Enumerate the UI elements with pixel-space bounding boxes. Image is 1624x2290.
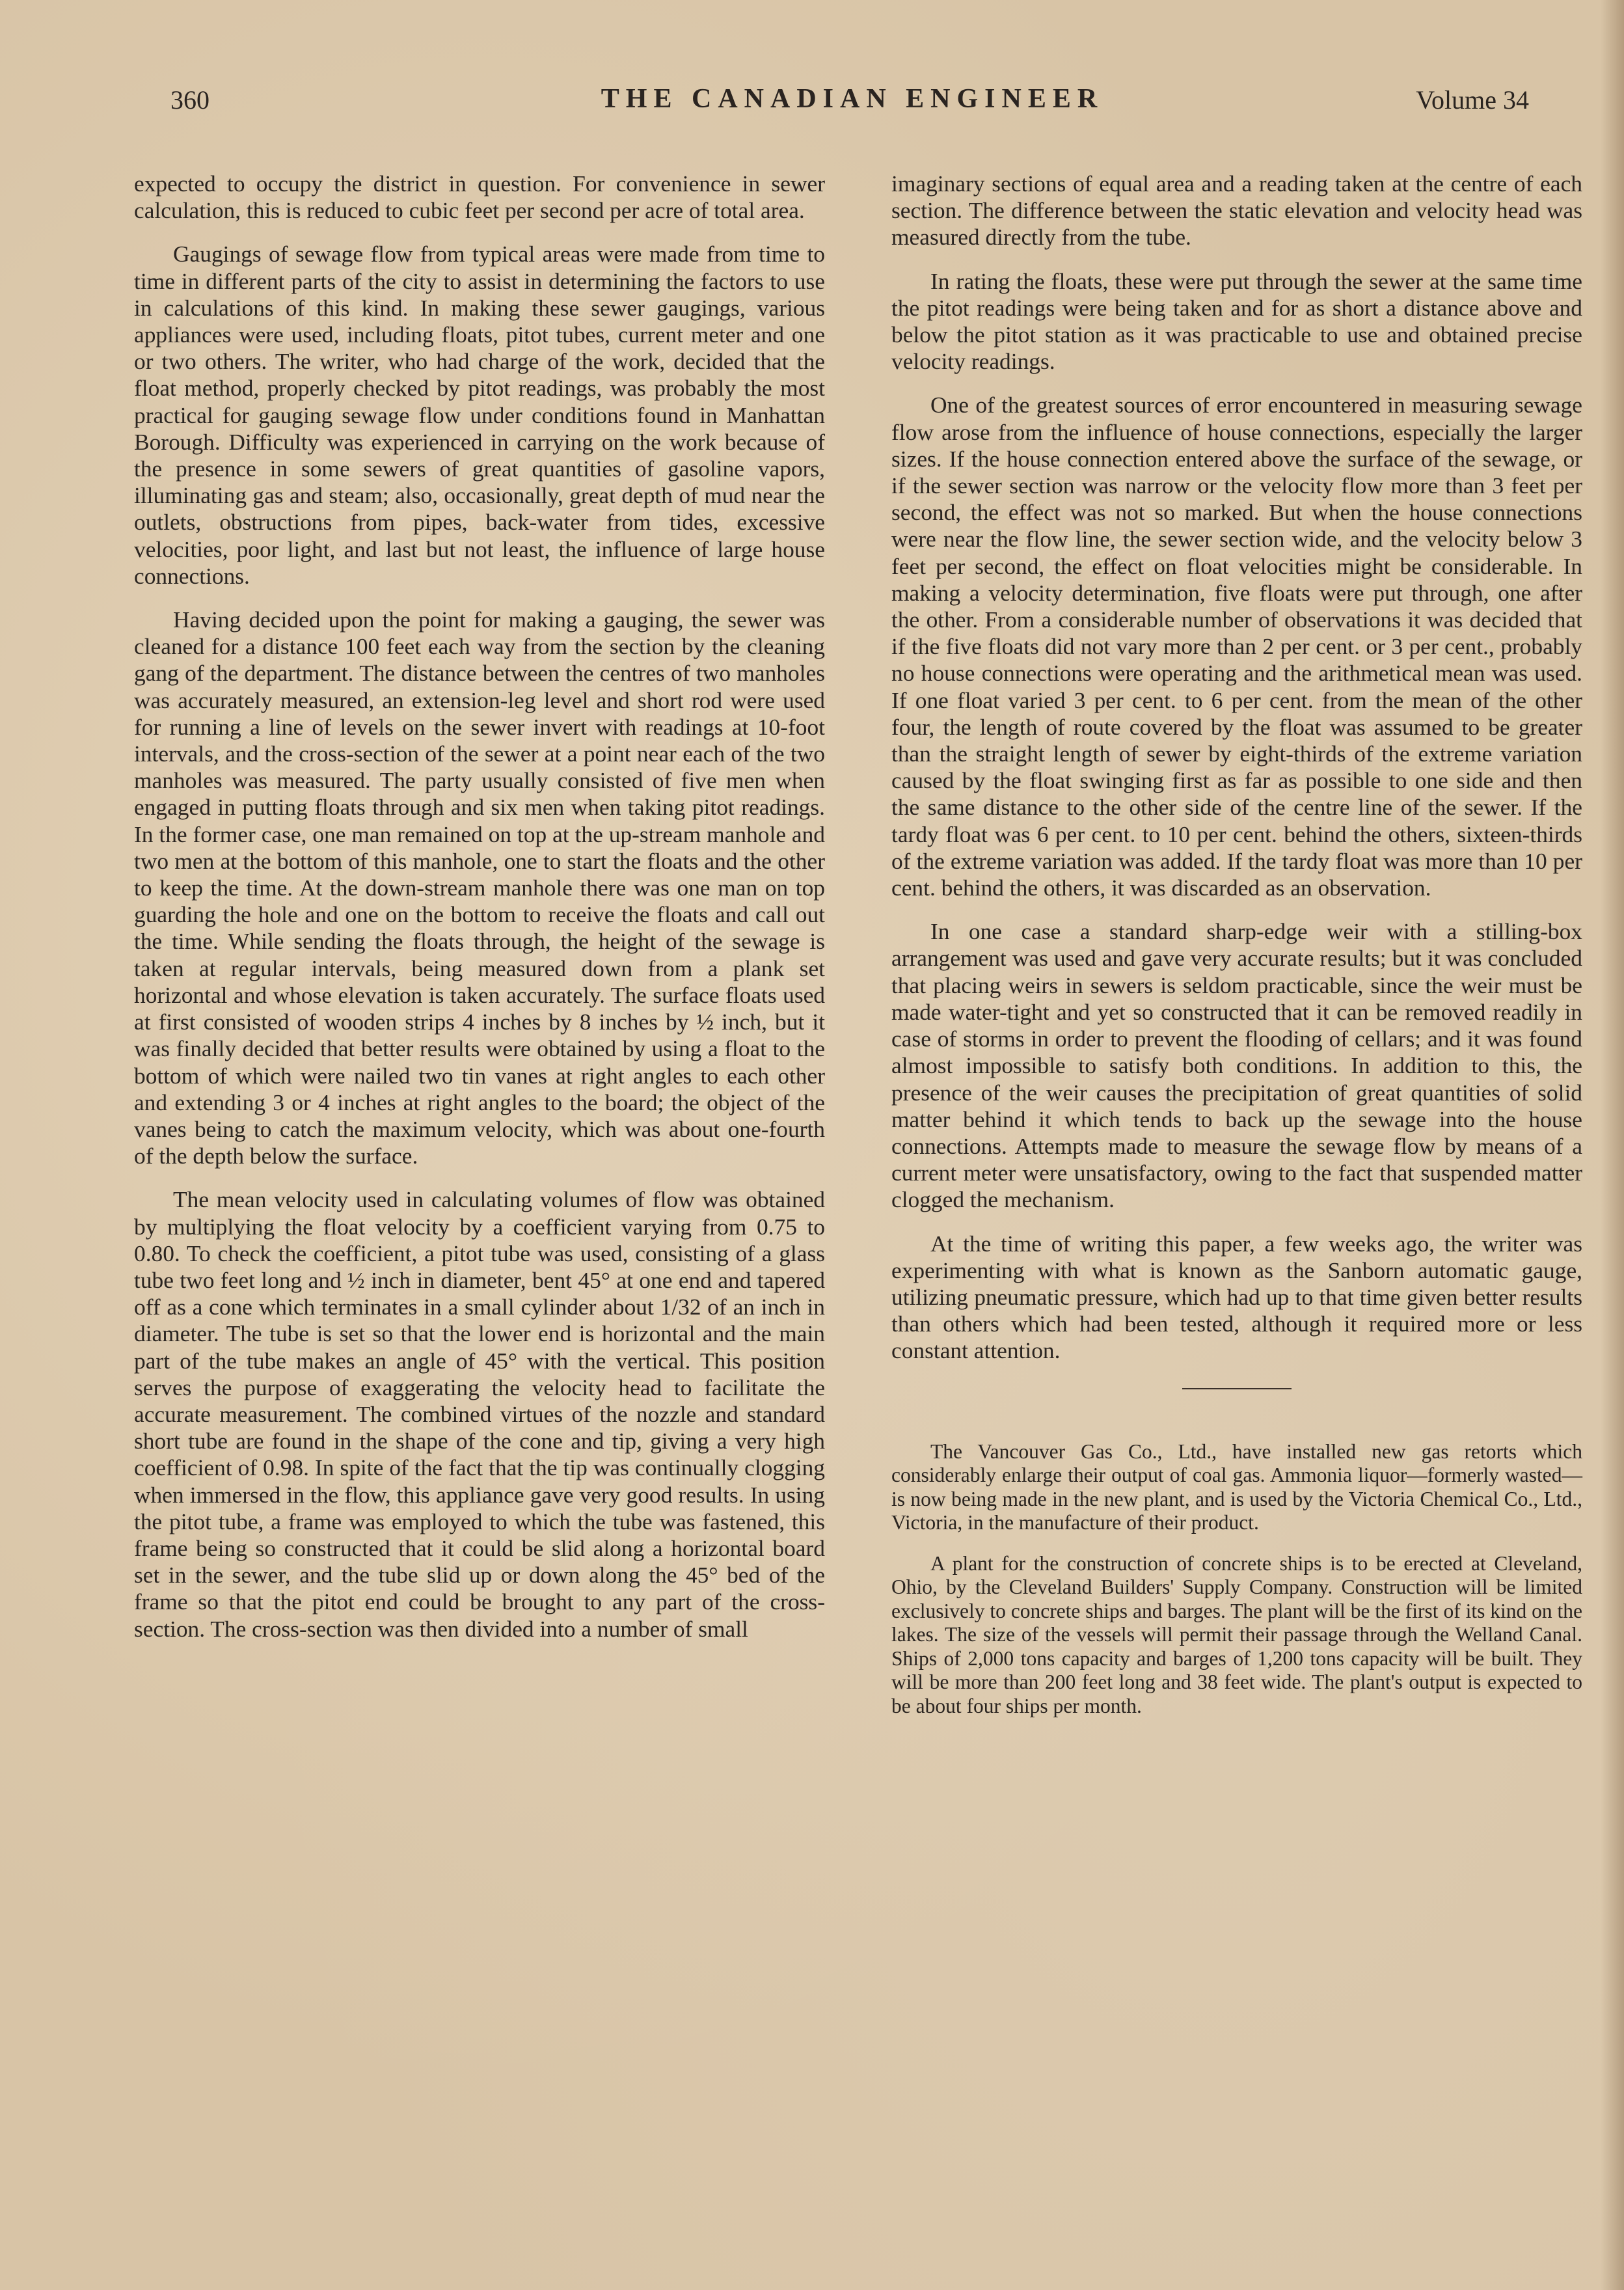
section-divider — [1182, 1388, 1292, 1389]
journal-title: THE CANADIAN ENGINEER — [601, 84, 1104, 114]
left-column — [134, 170, 825, 1659]
running-header — [137, 77, 1568, 129]
page-number: 360 — [170, 85, 210, 115]
right-column — [891, 170, 1582, 1735]
volume-label: Volume 34 — [1416, 85, 1529, 115]
paragraph: At the time of writing this paper, a few weeks ago, the writer was experimenting with what is known as the Sanborn automatic gauge, utilizing pneumatic pressure, which had up to that time given better results than others which had been tested, although it required more or less constant attention. — [891, 1230, 1582, 1364]
paragraph: Gaugings of sewage flow from typical areas were made from time to time in different parts of the city to assist in determining the factors to use in calculations of this kind. In making these sewer gaugings, various appliances were used, including floats, pitot tubes, current meter and one or two others. The writer, who had charge of the work, decided that the float method, properly checked by pitot readings, was probably the most practical for gauging sewage flow under conditions found in Manhattan Borough. Difficulty was experienced in carrying on the work because of the presence in some sewers of great quantities of gasoline vapors, illuminating gas and steam; also, occasionally, great depth of mud near the outlets, obstructions from pipes, back-water from tides, excessive velocities, poor light, and last but not least, the influence of large house connections. — [134, 241, 825, 589]
paragraph: In one case a standard sharp-edge weir with a stilling-box arrangement was used and gave very accurate results; but it was concluded that placing weirs in sewers is seldom practicable, since the weir must be made water-tight and yet so constructed that it can be removed readily in case of storms in order to prevent the flooding of cellars; and it was found almost impossible to satisfy both conditions. In addition to this, the presence of the weir causes the precipitation of great quantities of solid matter behind it which tends to back up the sewage into the house connections. Attempts made to measure the sewage flow by means of a current meter were unsatisfactory, owing to the fact that suspended matter clogged the mechanism. — [891, 918, 1582, 1213]
paragraph: One of the greatest sources of error encountered in measuring sewage flow arose from the influence of house connections, especially the larger sizes. If the house connection entered above the surface of the sewage, or if the sewer section was narrow or the velocity flow more than 3 feet per second, the effect was not so marked. But when the house connections were near the flow line, the sewer section wide, and the velocity below 3 feet per second, the effect on float velocities might be considerable. In making a velocity determination, five floats were put through, one after the other. From a considerable number of observations it was decided that if the five floats did not vary more than 2 per cent. or 3 per cent., probably no house connections were operating and the arithmetical mean was used. If one float varied 3 per cent. to 6 per cent. from the mean of the other four, the length of route covered by the float was assumed to be greater than the straight length of sewer by eight-thirds of the extreme variation caused by the float swinging first as far as possible to one side and then the same distance to the other side of the centre line of the sewer. If the tardy float was 6 per cent. to 10 per cent. behind the others, sixteen-thirds of the extreme variation was added. If the tardy float was more than 10 per cent. behind the others, it was discarded as an observation. — [891, 392, 1582, 901]
news-item: A plant for the construction of concrete ships is to be erected at Cleveland, Ohio, by the Cleveland Builders' Supply Company. Construction will be limited exclusively to concrete ships and barges. The plant will be the first of its kind on the lakes. The size of the vessels will permit their passage through the Welland Canal. Ships of 2,000 tons capacity and barges of 1,200 tons capacity will be built. They will be more than 200 feet long and 38 feet wide. The plant's output is expected to be about four ships per month. — [891, 1551, 1582, 1717]
paragraph: In rating the floats, these were put through the sewer at the same time the pitot readings were being taken and for as short a distance above and below the pitot station as it was practicable to use and obtained precise velocity readings. — [891, 267, 1582, 375]
paragraph: The mean velocity used in calculating volumes of flow was obtained by multiplying the float velocity by a coefficient varying from 0.75 to 0.80. To check the coefficient, a pitot tube was used, consisting of a glass tube two feet long and ½ inch in diameter, bent 45° at one end and tapered off as a cone which terminates in a small cylinder about 1/32 of an inch in diameter. The tube is set so that the lower end is horizontal and the main part of the tube makes an angle of 45° with the vertical. This position serves the purpose of exaggerating the velocity head to facilitate the accurate measurement. The combined virtues of the nozzle and standard short tube are found in the shape of the cone and tip, giving a very high coefficient of 0.98. In spite of the fact that the tip was continually clogging when immersed in the flow, this appliance gave very good results. In using the pitot tube, a frame was employed to which the tube was fastened, this frame being so constructed that it could be slid along a horizontal board set in the sewer, and the tube slid up or down along the 45° bed of the frame so that the pitot end could be brought to any part of the cross-section. The cross-section was then divided into a number of small — [134, 1186, 825, 1642]
paragraph: Having decided upon the point for making a gauging, the sewer was cleaned for a distance 100 feet each way from the section by the cleaning gang of the department. The distance between the centres of two manholes was accurately measured, an extension-leg level and short rod were used for running a line of levels on the sewer invert with readings at 10-foot intervals, and the cross-section of the sewer at a point near each of the two manholes was measured. The party usually consisted of five men when engaged in putting floats through and six men when taking pitot readings. In the former case, one man remained on top at the up-stream manhole and two men at the bottom of this manhole, one to start the floats and the other to keep the time. At the down-stream manhole there was one man on top guarding the hole and one on the bottom to receive the floats and call out the time. While sending the floats through, the height of the sewage is taken at regular intervals, being measured down from a plank set horizontal and whose elevation is taken accurately. The surface floats used at first consisted of wooden strips 4 inches by 8 inches by ½ inch, but it was finally decided that better results were obtained by using a float to the bottom of which were nailed two tin vanes at right angles to each other and extending 3 or 4 inches at right angles to the board; the object of the vanes being to catch the maximum velocity, which was about one-fourth of the depth below the surface. — [134, 607, 825, 1169]
news-item: The Vancouver Gas Co., Ltd., have installed new gas retorts which considerably enlarge their output of coal gas. Ammonia liquor—formerly wasted—is now being made in the new plant, and is used by the Victoria Chemical Co., Ltd., Victoria, in the manufacture of their product. — [891, 1439, 1582, 1534]
page-edge-shadow — [1601, 0, 1624, 2290]
paragraph: imaginary sections of equal area and a reading taken at the centre of each section. The difference between the static elevation and velocity head was measured directly from the tube. — [891, 170, 1582, 251]
paragraph: expected to occupy the district in question. For convenience in sewer calculation, this is reduced to cubic feet per second per acre of total area. — [134, 170, 825, 224]
